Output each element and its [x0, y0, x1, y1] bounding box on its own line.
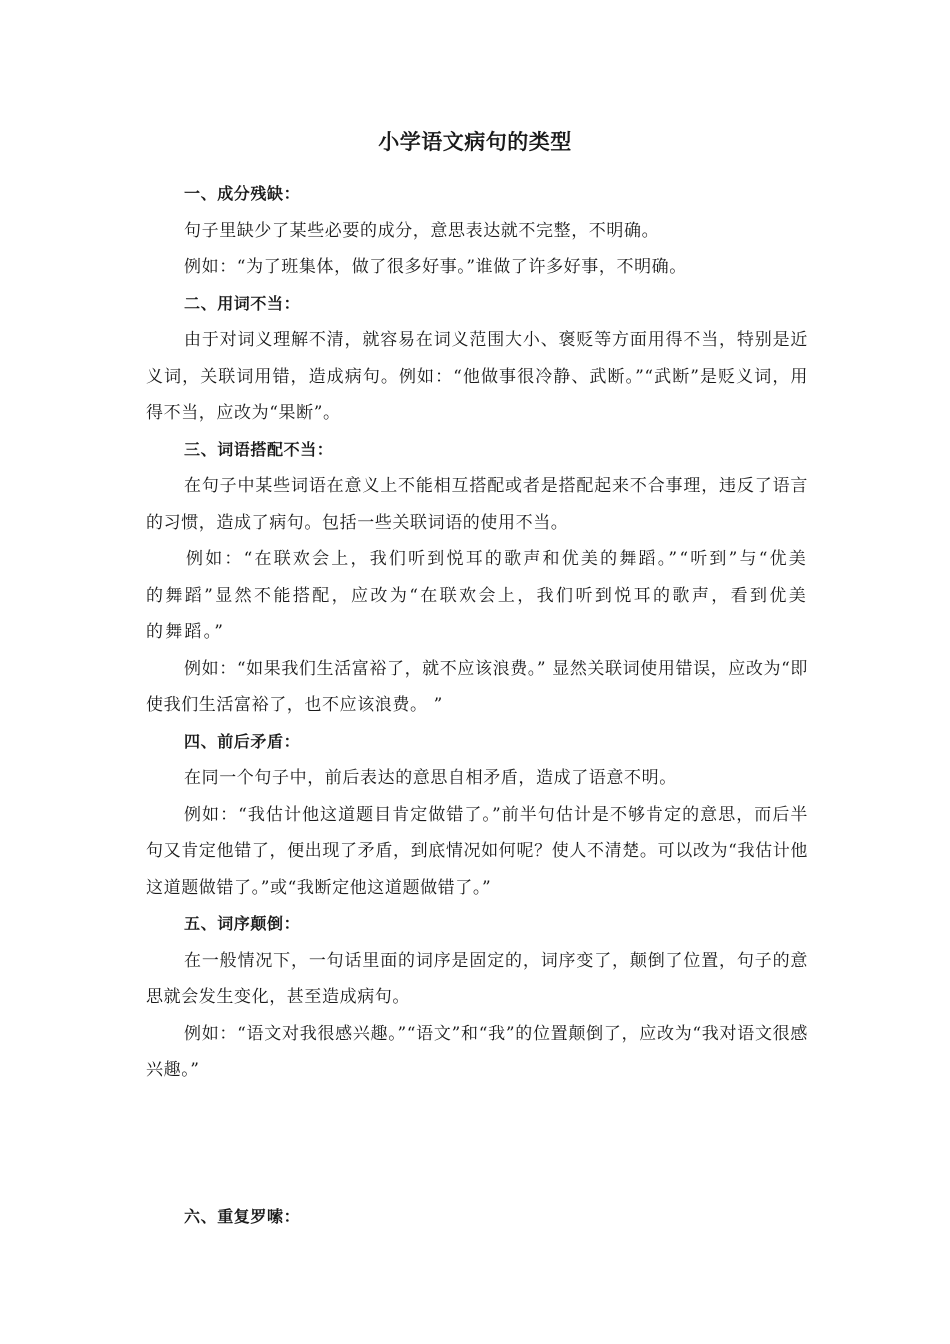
- document-title: 小学语文病句的类型: [378, 130, 572, 154]
- section-heading-4: 四、前后矛盾：: [184, 731, 301, 751]
- document-body: [146, 176, 808, 1235]
- section-heading-6: 六、重复罗嗦：: [184, 1206, 301, 1226]
- paragraph: 在一般情况下，一句话里面的词序是固定的，词序变了，颠倒了位置，句子的意思就会发生变化，甚至造成病句。: [146, 950, 808, 1007]
- paragraph: 例如：“在联欢会上，我们听到悦耳的歌声和优美的舞蹈。”“听到”与“优美的舞蹈”显然不能搭配，应改为“在联欢会上，我们听到悦耳的歌声，看到优美的舞蹈。”: [146, 549, 808, 642]
- paragraph: 在同一个句子中，前后表达的意思自相矛盾，造成了语意不明。: [184, 768, 677, 788]
- section-heading-2: 二、用词不当：: [184, 293, 301, 313]
- blank-space: [146, 1089, 808, 1199]
- section-heading-5: 五、词序颠倒：: [184, 914, 301, 933]
- paragraph: 句子里缺少了某些必要的成分，意思表达就不完整，不明确。: [184, 220, 660, 241]
- paragraph: 例如：“我估计他这道题目肯定做错了。”前半句估计是不够肯定的意思，而后半句又肯定他错了，便出现了矛盾，到底情况如何呢？使人不清楚。可以改为“我估计他这道题做错了。”或“我断定他这道题做错了。”: [146, 804, 808, 898]
- paragraph: 例如：“为了班集体，做了很多好事。”谁做了许多好事，不明确。: [184, 257, 687, 277]
- paragraph: 在句子中某些词语在意义上不能相互搭配或者是搭配起来不合事理，违反了语言的习惯，造成了病句。包括一些关联词语的使用不当。: [146, 476, 808, 533]
- paragraph: 例如：“语文对我很感兴趣。”“语文”和“我”的位置颠倒了，应改为“我对语文很感兴趣。”: [146, 1023, 808, 1080]
- paragraph: 由于对词义理解不清，就容易在词义范围大小、褒贬等方面用得不当，特别是近义词，关联词用错，造成病句。例如：“他做事很冷静、武断。”“武断”是贬义词，用得不当，应改为“果断”。: [146, 330, 808, 423]
- paragraph: 例如：“如果我们生活富裕了，就不应该浪费。” 显然关联词使用错误，应改为“即使我们生活富裕了，也不应该浪费。 ”: [146, 658, 808, 715]
- section-heading-3: 三、词语搭配不当：: [184, 439, 334, 459]
- section-heading-1: 一、成分残缺：: [184, 184, 301, 203]
